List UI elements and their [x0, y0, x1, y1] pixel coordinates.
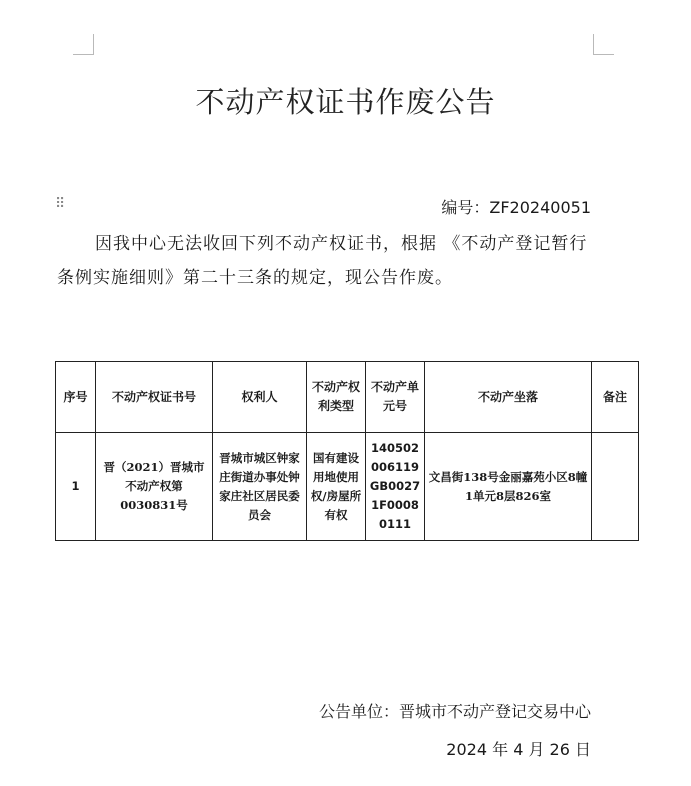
document-number: 编号：ZF20240051	[441, 198, 591, 217]
certificate-table	[55, 361, 639, 541]
header-remarks: 备注	[592, 362, 639, 433]
page-corner-mark-top-left	[73, 34, 94, 55]
cell-location: 文昌街138号金丽嘉苑小区8幢1单元8层826室	[425, 433, 592, 541]
header-cert-no: 不动产权证书号	[96, 362, 213, 433]
cell-unit-no: 140502006119GB00271F00080111	[366, 433, 425, 541]
header-unit-no: 不动产单元号	[366, 362, 425, 433]
cell-remarks	[592, 433, 639, 541]
page-title: 不动产权证书作废公告	[195, 85, 496, 119]
page-corner-mark-top-right	[593, 34, 614, 55]
header-location: 不动产坐落	[425, 362, 592, 433]
cell-cert-no: 晋（2021）晋城市不动产权第0030831号	[96, 433, 213, 541]
cell-holder: 晋城市城区钟家庄街道办事处钟家庄社区居民委员会	[213, 433, 307, 541]
header-seq: 序号	[56, 362, 96, 433]
cell-seq: 1	[56, 433, 96, 541]
drag-handle-icon[interactable]: ⠿	[55, 196, 65, 212]
table-header-row	[56, 362, 639, 433]
issuing-unit: 公告单位：晋城市不动产登记交易中心	[318, 702, 591, 721]
header-right-type: 不动产权利类型	[307, 362, 366, 433]
issue-date: 2024 年 4 月 26 日	[446, 740, 591, 759]
header-holder: 权利人	[213, 362, 307, 433]
notice-body: 因我中心无法收回下列不动产权证书，根据 《不动产登记暂行条例实施细则》第二十三条的规定，现公告作废。	[57, 234, 588, 288]
table-row	[56, 433, 639, 541]
cell-right-type: 国有建设用地使用权/房屋所有权	[307, 433, 366, 541]
